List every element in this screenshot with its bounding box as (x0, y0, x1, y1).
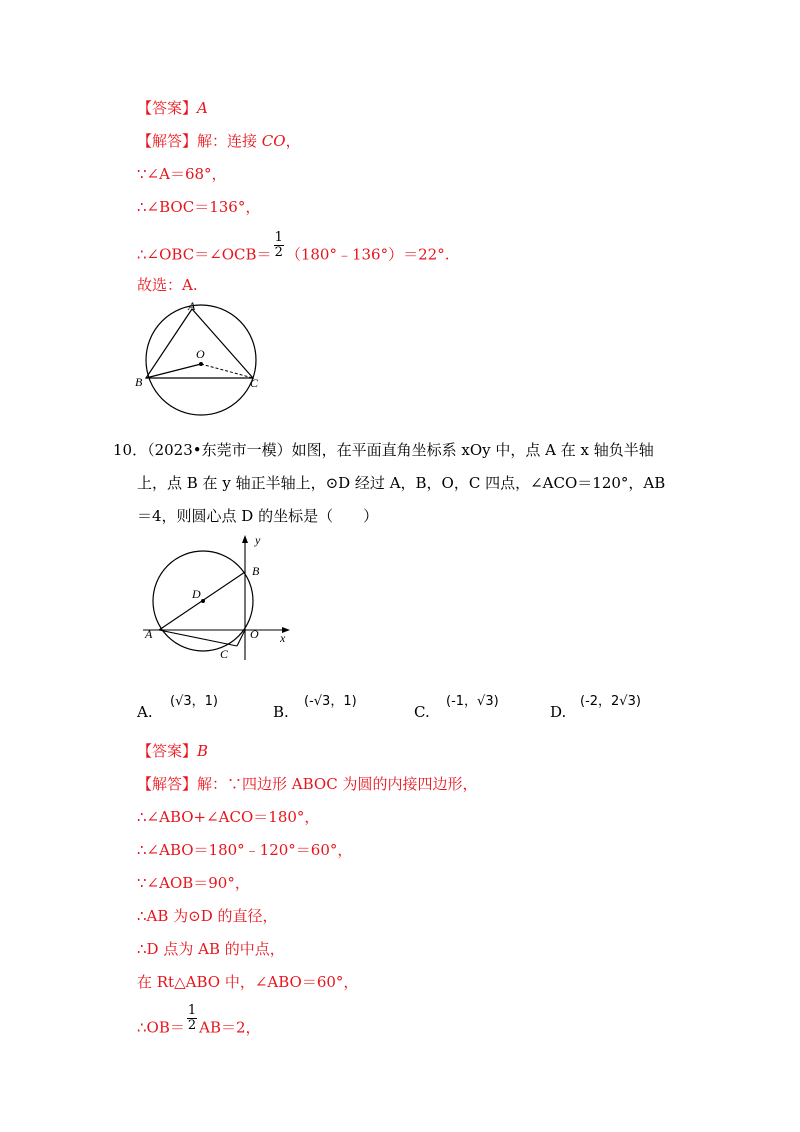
solution-line-fraction (137, 1003, 261, 1043)
equation-right: AB＝2， (199, 1018, 261, 1037)
solution-intro-1 (137, 131, 301, 151)
equation-left: ∴OB＝ (137, 1018, 185, 1037)
question-line-2: 上，点 B 在 y 轴正半轴上，⊙D 经过 A，B，O，C 四点，∠ACO＝120°，AB (137, 474, 666, 492)
label-c: C (250, 376, 259, 390)
solution-intro-text: 解：连接 (197, 132, 262, 150)
solution-line: ∴∠BOC＝136°， (137, 198, 261, 216)
triangle-abc (146, 309, 253, 378)
solution-line: 故选：A. (137, 276, 198, 294)
option-d-value[interactable]: (-2，2√3) (580, 694, 641, 709)
comma: ， (285, 132, 301, 150)
option-d-letter[interactable]: D. (550, 703, 567, 721)
answer-value: A (197, 99, 208, 117)
fraction-numerator: 1 (274, 230, 283, 245)
fraction-denominator: 2 (274, 245, 283, 260)
label-a: A (145, 627, 153, 641)
equation-left: ∴∠OBC＝∠OCB＝ (137, 245, 272, 264)
solution-line: ∴AB 为⊙D 的直径， (137, 907, 278, 925)
label-b: B (252, 564, 260, 578)
label-b: B (135, 375, 143, 389)
solution-line: ∵∠AOB＝90°， (137, 874, 250, 892)
fraction-half (274, 231, 284, 260)
segment-co-dashed (201, 364, 253, 378)
question-line-3: ＝4，则圆心点 D 的坐标是（ ） (137, 507, 379, 525)
option-c-letter[interactable]: C. (414, 703, 430, 721)
fraction-half (187, 1004, 197, 1033)
equation-right: （180°﹣136°）＝22°. (285, 245, 450, 264)
solution-line: 在 Rt△ABO 中，∠ABO＝60°， (137, 973, 359, 991)
question-number: 10． (113, 441, 148, 459)
solution-line: ∴D 点为 AB 的中点， (137, 940, 285, 958)
label-o: O (250, 627, 259, 641)
label-x: x (280, 631, 286, 645)
option-a-value[interactable]: (√3，1) (170, 694, 218, 709)
option-b-value[interactable]: (-√3，1) (304, 694, 357, 709)
option-a-letter[interactable]: A. (137, 703, 153, 721)
solution-tag: 【解答】 (137, 775, 198, 793)
answer-line-2 (137, 741, 208, 761)
point-d (201, 599, 205, 603)
solution-line: ∴∠ABO＝180°﹣120°＝60°， (137, 841, 353, 859)
question-text: （2023•东莞市一模）如图，在平面直角坐标系 xOy 中，点 A 在 x 轴负半轴 (147, 441, 654, 459)
solution-line: ∵∠A＝68°， (137, 165, 227, 183)
center-point (199, 362, 203, 366)
segment-co (237, 630, 245, 646)
solution-line-fraction (137, 230, 450, 270)
label-c: C (220, 647, 229, 661)
solution-line: ∴∠ABO+∠ACO＝180°， (137, 808, 320, 826)
label-a: A (188, 299, 196, 313)
question-line-1 (113, 440, 654, 460)
segment-co: CO (261, 132, 286, 150)
option-b-letter[interactable]: B. (273, 703, 289, 721)
solution-intro-text: 解：∵四边形 ABOC 为圆的内接四边形， (197, 775, 478, 793)
fraction-denominator: 2 (187, 1018, 197, 1033)
label-d: D (192, 587, 201, 601)
label-y: y (255, 533, 261, 547)
segment-ac (159, 630, 237, 646)
fraction-numerator: 1 (187, 1003, 197, 1018)
coordinate-circle-figure (140, 532, 300, 664)
answer-tag: 【答案】 (137, 99, 198, 117)
solution-tag: 【解答】 (137, 132, 198, 150)
solution-intro-2 (137, 774, 477, 794)
label-o: O (196, 347, 205, 361)
triangle-circle-figure (135, 296, 265, 421)
y-axis-arrow (242, 535, 248, 543)
answer-line-1 (137, 98, 208, 118)
answer-value: B (197, 742, 209, 760)
option-c-value[interactable]: (-1，√3) (446, 694, 499, 709)
answer-tag: 【答案】 (137, 742, 198, 760)
